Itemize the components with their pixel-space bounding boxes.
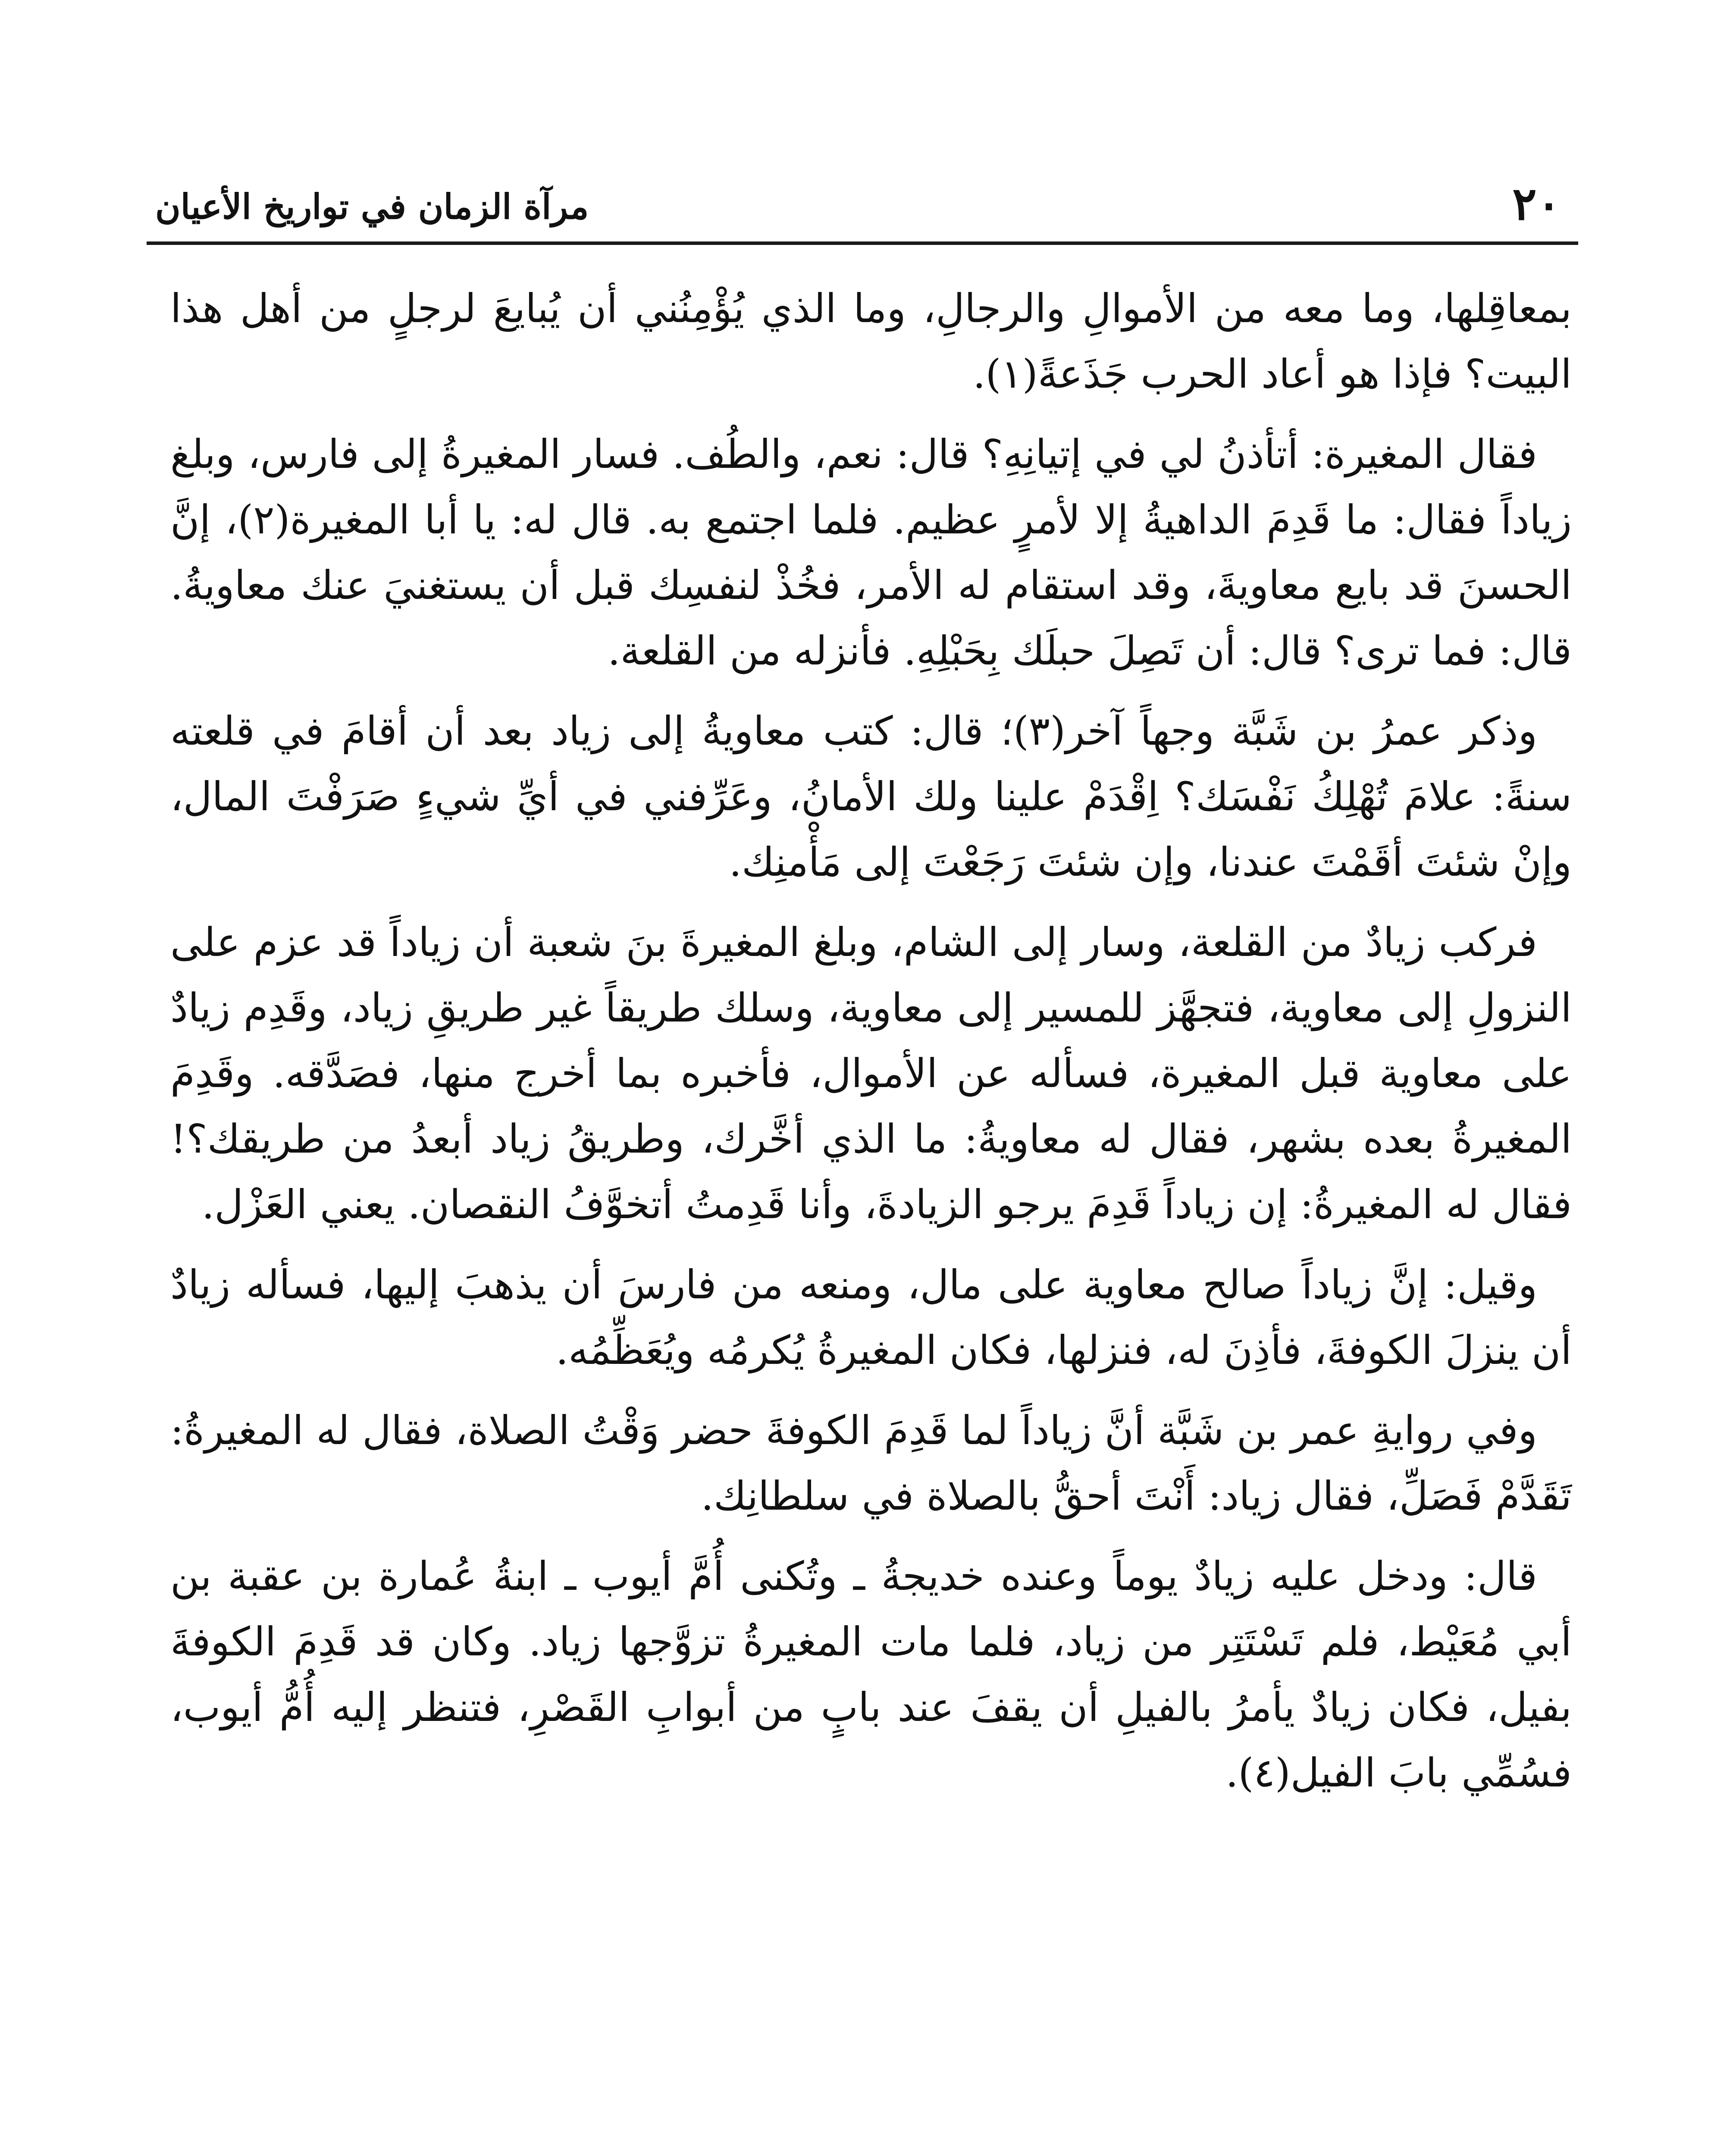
paragraph: وقيل: إنَّ زياداً صالح معاوية على مال، ومنعه من فارسَ أن يذهبَ إليها، فسأله زيادٌ أن ينزلَ الكوفةَ، فأذِنَ له، فنزلها، فكان المغيرةُ يُكرمُه ويُعَظِّمُه. (170, 1262, 1572, 1373)
paragraph: قال: ودخل عليه زيادٌ يوماً وعنده خديجةُ ـ وتُكنى أُمَّ أيوب ـ ابنةُ عُمارة بن عقبة بن أبي مُعَيْط، فلم تَسْتَتِر من زياد، فلما مات المغيرةُ تزوَّجها زياد. وكان قد قَدِمَ الكوفةَ بفيل، فكان زيادٌ يأمرُ بالفيلِ أن يقفَ عند بابٍ من أبوابِ القَصْرِ، فتنظر إليه أُمُّ أيوب، فسُمِّي بابَ الفيل(٤). (170, 1553, 1572, 1796)
page-header (147, 164, 1578, 245)
paragraph: وفي روايةِ عمر بن شَبَّة أنَّ زياداً لما قَدِمَ الكوفةَ حضر وَقْتُ الصلاة، فقال له المغيرةُ: تَقَدَّمْ فَصَلِّ، فقال زياد: أَنْتَ أحقُّ بالصلاة في سلطانِك. (170, 1407, 1572, 1519)
paragraph: فركب زيادٌ من القلعة، وسار إلى الشام، وبلغ المغيرةَ بنَ شعبة أن زياداً قد عزم على النزولِ إلى معاوية، فتجهَّز للمسير إلى معاوية، وسلك طريقاً غير طريقِ زياد، وقَدِم زيادٌ على معاوية قبل المغيرة، فسأله عن الأموال، فأخبره بما أخرج منها، فصَدَّقه. وقَدِمَ المغيرةُ بعده بشهر، فقال له معاويةُ: ما الذي أخَّرك، وطريقُ زياد أبعدُ من طريقك؟! فقال له المغيرةُ: إن زياداً قَدِمَ يرجو الزيادةَ، وأنا قَدِمتُ أتخوَّفُ النقصان. يعني العَزْل. (170, 919, 1572, 1228)
paragraph: فقال المغيرة: أتأذنُ لي في إتيانِهِ؟ قال: نعم، والطُف. فسار المغيرةُ إلى فارس، وبلغ زياداً فقال: ما قَدِمَ الداهيةُ إلا لأمرٍ عظيم. فلما اجتمع به. قال له: يا أبا المغيرة(٢)، إنَّ الحسنَ قد بايع معاويةَ، وقد استقام له الأمر، فخُذْ لنفسِك قبل أن يستغنيَ عنك معاويةُ. قال: فما ترى؟ قال: أن تَصِلَ حبلَك بِحَبْلِهِ. فأنزله من القلعة. (170, 431, 1572, 674)
running-title: مرآة الزمان في تواريخ الأعيان (155, 186, 589, 227)
main-text (170, 276, 1572, 1821)
paragraph: وذكر عمرُ بن شَبَّة وجهاً آخر(٣)؛ قال: كتب معاويةُ إلى زياد بعد أن أقامَ في قلعته سنةً: علامَ تُهْلِكُ نَفْسَك؟ اِقْدَمْ علينا ولك الأمانُ، وعَرِّفني في أيِّ شيءٍ صَرَفْتَ المال، وإنْ شئتَ أقَمْتَ عندنا، وإن شئتَ رَجَعْتَ إلى مَأْمنِك. (170, 708, 1572, 885)
paragraph: بمعاقِلها، وما معه من الأموالِ والرجالِ، وما الذي يُؤْمِنُني أن يُبايعَ لرجلٍ من أهل هذا البيت؟ فإذا هو أعاد الحرب جَذَعةً(١). (170, 285, 1572, 397)
page-number: ٢٠ (1512, 177, 1561, 230)
